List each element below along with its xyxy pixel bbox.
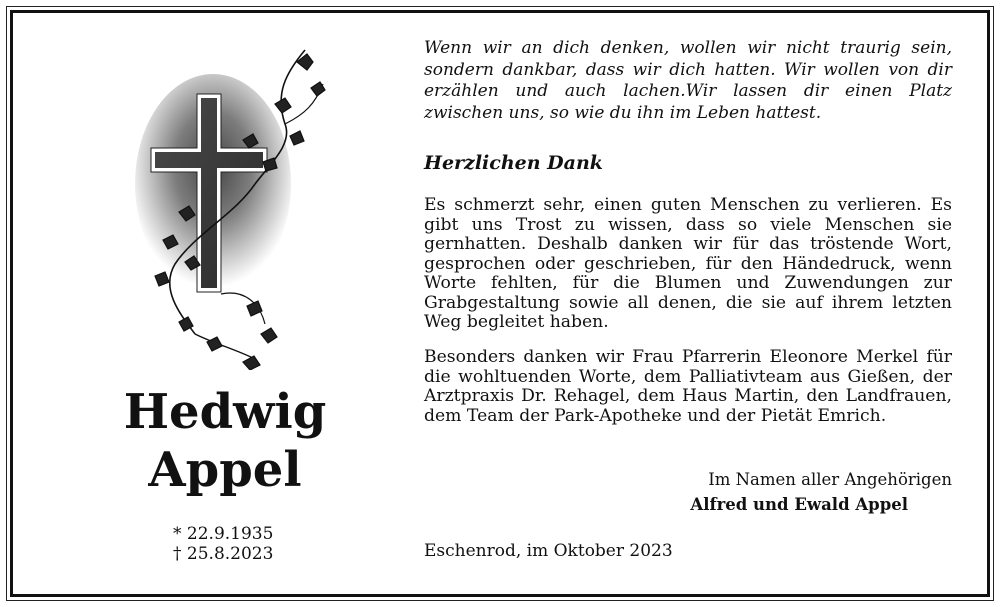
life-dates: [173, 524, 273, 564]
right-column: [424, 38, 952, 561]
signature-line: Im Namen aller Angehörigen: [708, 470, 952, 489]
thanks-heading: Herzlichen Dank: [424, 152, 603, 174]
cross-icon: [135, 44, 335, 370]
thanks-paragraph-2: Besonders danken wir Frau Pfarrerin Eleonore Merkel für die wohltuenden Worte, dem Palliativteam aus Gießen, der Arztpraxis Dr. Rehagel, dem Haus Martin, den Landfrauen, dem Team der Park-Apotheke und der Pietät Emrich.: [424, 347, 952, 426]
place-and-date: Eschenrod, im Oktober 2023: [424, 541, 673, 561]
signature-names: Alfred und Ewald Appel: [690, 495, 908, 514]
thanks-paragraph-1: Es schmerzt sehr, einen guten Menschen zu verlieren. Es gibt uns Trost zu wissen, dass so viele Menschen sie gernhatten. Deshalb danken wir für das tröstende Wort, gesprochen oder geschrieben, für den Händedruck, wenn Worte fehlten, für die Blumen und Zuwendungen zur Grabgestaltung sowie all denen, die sie auf ihrem letzten Weg begleitet haben.: [424, 195, 952, 332]
memorial-poem: Wenn wir an dich denken, wollen wir nicht traurig sein, sondern dankbar, dass wir dich hatten. Wir wollen von dir erzählen und auch lachen.Wir lassen dir einen Platz zwischen uns, so wie du ihn im Leben hattest.: [424, 38, 952, 123]
death-date: † 25.8.2023: [173, 544, 274, 564]
birth-date: * 22.9.1935: [173, 524, 274, 544]
left-column: [110, 30, 370, 590]
first-name: Hedwig: [123, 384, 327, 440]
last-name: Appel: [148, 442, 302, 498]
